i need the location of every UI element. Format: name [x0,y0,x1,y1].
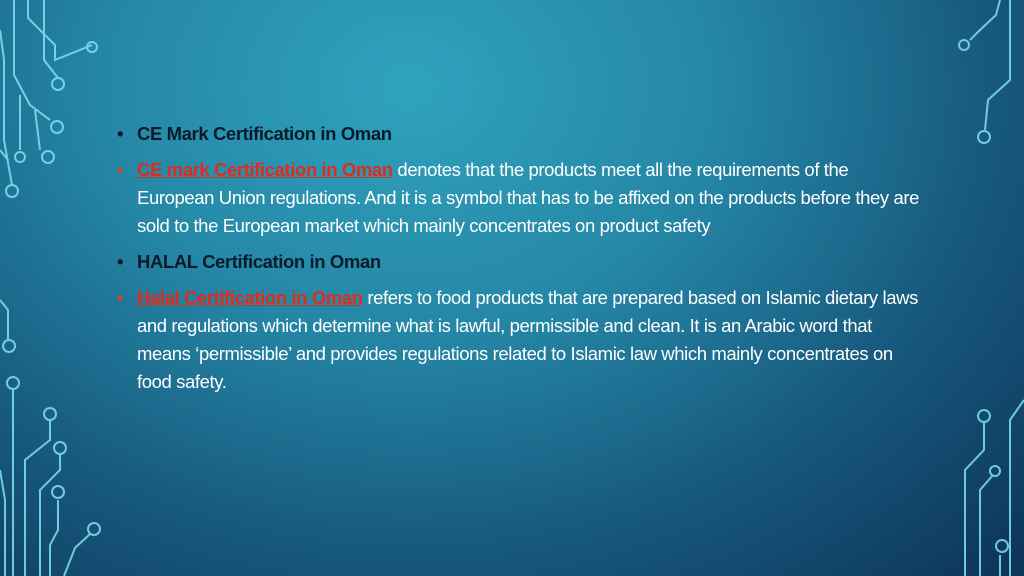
trailing-period: . [708,215,714,236]
bullet-heading-halal [114,248,924,276]
bullet-dot-icon: • [116,159,124,180]
slide-body [114,120,924,404]
paragraph-text: refers to food products that are prepared based on Islamic dietary laws and regulations which determine what is lawful, permissible and clean. It is an Arabic word that means ‘permissible’ and provides regulations related to Islamic law which mainly concentrates on food safety. [137,287,918,392]
bullet-dot-icon: • [116,123,124,144]
ce-certification-link[interactable]: CE mark Certification in Oman [137,159,393,180]
bullet-dot-icon: • [116,251,124,272]
heading-text: HALAL Certification in Oman [137,251,381,272]
bullet-dot-icon: • [116,287,124,308]
bullet-paragraph-ce [114,156,924,240]
bullet-paragraph-halal [114,284,924,396]
halal-certification-link[interactable]: Halal Certification in Oman [137,287,363,308]
paragraph-text: denotes that the products meet all the requirements of the European Union regulations. And it is a symbol that has to be affixed on the products before they are sold to the European market which mainly concentrates on product safety [137,159,920,236]
bullet-heading-ce [114,120,924,148]
heading-text: CE Mark Certification in Oman [137,123,392,144]
